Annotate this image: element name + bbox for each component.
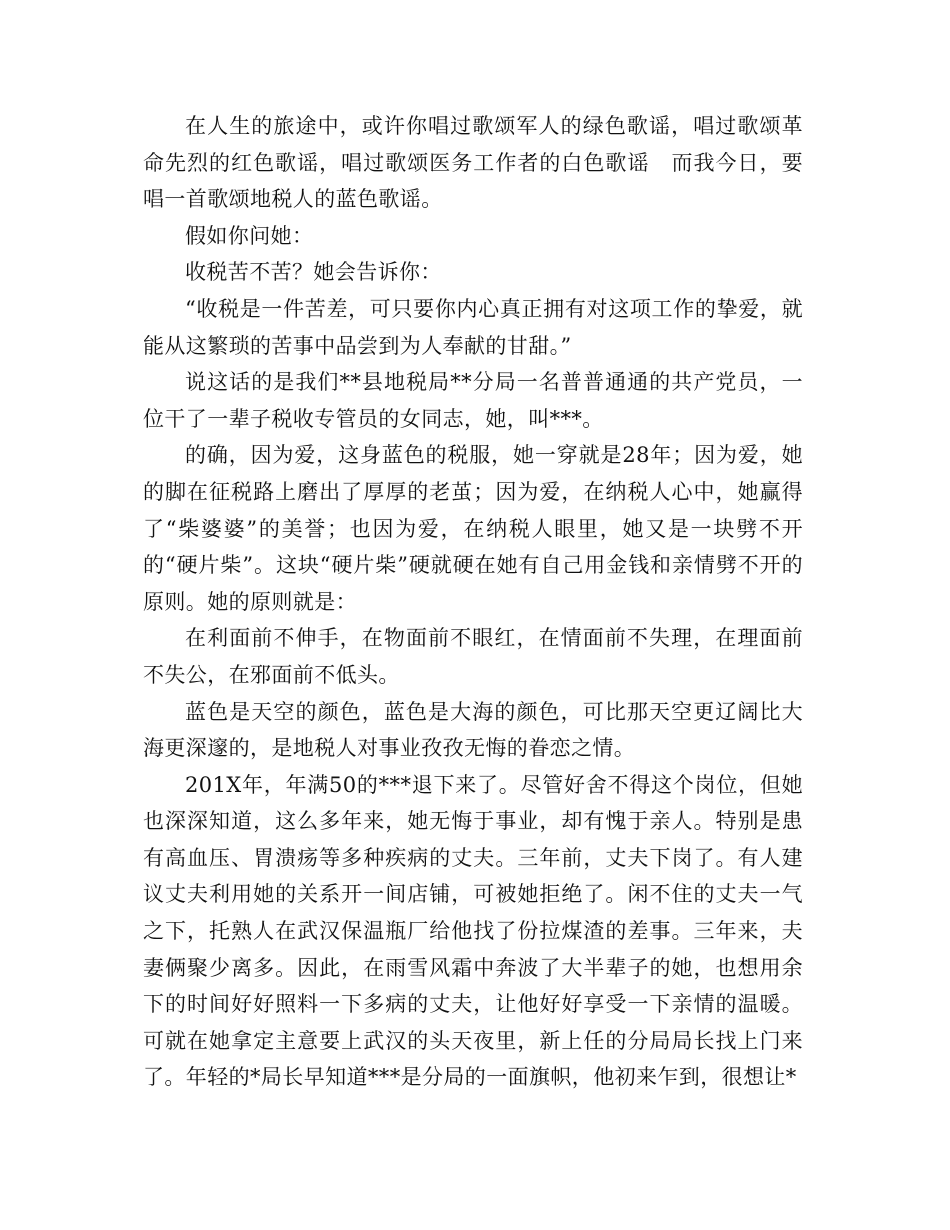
- paragraph-love: 的确，因为爱，这身蓝色的税服，她一穿就是28年；因为爱，她的脚在征税路上磨出了厚厚的老茧；因为爱，在纳税人心中，她赢得了“柴婆婆”的美誉；也因为爱，在纳税人眼里，她又是一块劈不开的“硬片柴”。这块“硬片柴”硬就硬在她有自己用金钱和亲情劈不开的原则。她的原则就是：: [143, 443, 803, 614]
- paragraph-intro: 在人生的旅途中，或许你唱过歌颂军人的绿色歌谣，唱过歌颂革命先烈的红色歌谣，唱过歌颂医务工作者的白色歌谣 而我今日，要唱一首歌颂地税人的蓝色歌谣。: [143, 114, 803, 212]
- paragraph-quote: “收税是一件苦差，可只要你内心真正拥有对这项工作的挚爱，就能从这繁琐的苦事中品尝到为人奉献的甘甜。”: [143, 296, 803, 358]
- paragraph-question: 假如你问她：: [185, 223, 314, 248]
- paragraph-principles: 在利面前不伸手，在物面前不眼红，在情面前不失理，在理面前不失公，在邪面前不低头。: [143, 626, 803, 687]
- paragraph-speaker: 说这话的是我们**县地税局**分局一名普普通通的共产党员，一位干了一辈子税收专管员的女同志，她，叫***。: [143, 370, 803, 431]
- document-body: [143, 108, 803, 1096]
- paragraph-retirement: 201X年，年满50的***退下来了。尽管好舍不得这个岗位，但她也深深知道，这么多年来，她无悔于事业，却有愧于亲人。特别是患有高血压、胃溃疡等多种疾病的丈夫。三年前，丈夫下岗了。有人建议丈夫利用她的关系开一间店铺，可被她拒绝了。闲不住的丈夫一气之下，托熟人在武汉保温瓶厂给他找了份拉煤渣的差事。三年来，夫妻俩聚少离多。因此，在雨雪风霜中奔波了大半辈子的她，也想用余下的时间好好照料一下多病的丈夫，让他好好享受一下亲情的温暖。可就在她拿定主意要上武汉的头天夜里，新上任的分局局长找上门来了。年轻的*局长早知道***是分局的一面旗帜，他初来乍到，很想让*: [143, 772, 803, 1090]
- paragraph-blue: 蓝色是天空的颜色，蓝色是大海的颜色，可比那天空更辽阔比大海更深邃的，是地税人对事业孜孜无悔的眷恋之情。: [143, 699, 803, 761]
- paragraph-ask: 收税苦不苦？她会告诉你：: [185, 260, 442, 285]
